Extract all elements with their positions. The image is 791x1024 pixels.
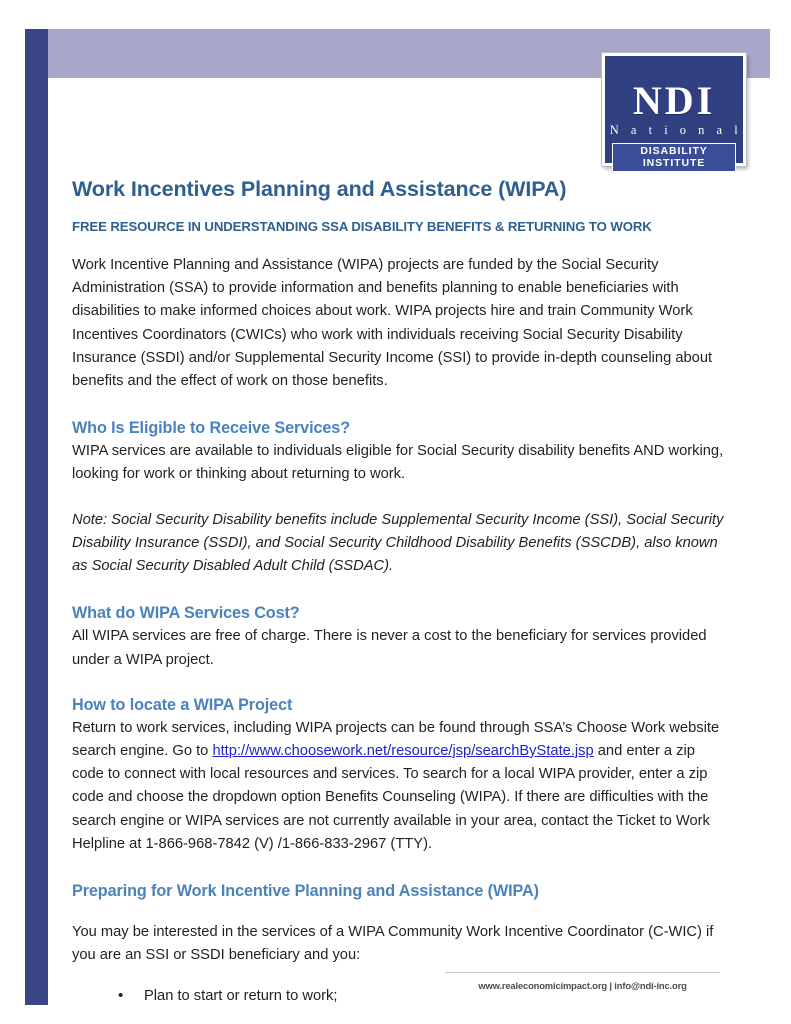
page-title: Work Incentives Planning and Assistance (WIPA) — [72, 177, 567, 201]
ndi-logo-tagline: DISABILITY INSTITUTE — [612, 143, 736, 172]
intro-paragraph: Work Incentive Planning and Assistance (WIPA) projects are funded by the Social Security Administration (SSA) to provide information and benefits planning to enable beneficiaries with disabilities to make informed choices about work. WIPA projects hire and train Community Work Incentives Coordinators (CWICs) who work with individuals receiving Social Security Disability Insurance (SSDI) and/or Supplemental Security Income (SSI) to provide in-depth counseling about benefits and the effect of work on those benefits. — [72, 256, 713, 389]
section-body-preparing: You may be interested in the services of a WIPA Community Work Incentive Coordinator (C-WIC) if you are an SSI or SSDI beneficiary and you: — [72, 924, 714, 964]
document-content — [72, 176, 727, 1009]
choosework-search-link[interactable]: http://www.choosework.net/resource/jsp/searchByState.jsp — [212, 742, 594, 759]
ndi-logo-initials: NDI — [632, 78, 716, 123]
section-note-eligible: Note: Social Security Disability benefits include Supplemental Security Income (SSI), Social Security Disability Insurance (SSDI), and Social Security Childhood Disability Benefits (SSCDB), also known as Social Security Disabled Adult Child (SSDAC). — [72, 511, 724, 575]
list-item: • Plan to start or return to work; — [118, 985, 727, 1008]
section-heading-preparing: Preparing for Work Incentive Planning and Assistance (WIPA) — [72, 882, 539, 901]
page-footer — [445, 972, 720, 991]
section-body-cost: All WIPA services are free of charge. There is never a cost to the beneficiary for services provided under a WIPA project. — [72, 628, 707, 668]
section-body-eligible: WIPA services are available to individuals eligible for Social Security disability benefits AND working, looking for work or thinking about returning to work. — [72, 443, 724, 483]
footer-contact-text: www.realeconomicimpact.org | info@ndi-inc.org — [478, 980, 687, 991]
section-body-locate — [72, 717, 727, 856]
section-heading-eligible: Who Is Eligible to Receive Services? — [72, 419, 350, 438]
ndi-logo-name: N a t i o n a l — [609, 123, 743, 137]
locate-text-before-link: Return to work services, including WIPA projects can be found through SSA’s Choose Work website search engine. Go to — [72, 719, 720, 759]
left-decorative-bar — [25, 29, 48, 1005]
section-heading-cost: What do WIPA Services Cost? — [72, 604, 300, 623]
section-heading-locate: How to locate a WIPA Project — [72, 695, 293, 714]
locate-text-after-link: and enter a zip code to connect with local resources and services. To search for a local WIPA provider, enter a zip code and choose the dropdown option Benefits Counseling (WIPA). If there are difficulties with the search engine or WIPA services are not currently available in your area, contact the Ticket to Work Helpline at 1-866-968-7842 (V) /1-866-833-2967 (TTY). — [72, 742, 710, 852]
page-subtitle: FREE RESOURCE IN UNDERSTANDING SSA DISABILITY BENEFITS & RETURNING TO WORK — [72, 218, 652, 234]
ndi-logo — [602, 53, 746, 169]
